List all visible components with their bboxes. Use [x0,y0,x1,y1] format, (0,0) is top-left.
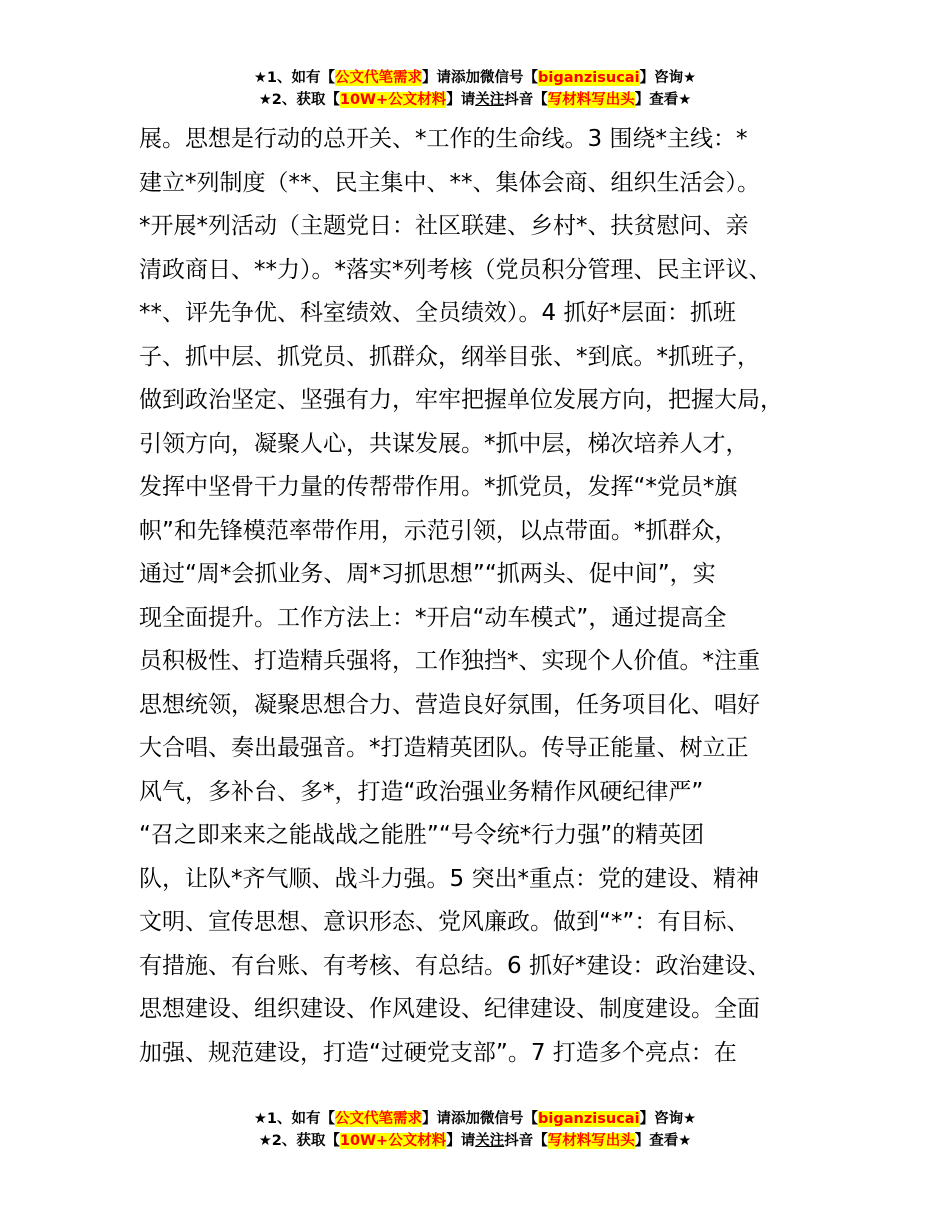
body-line: **、评先争优、科室绩效、全员绩效）。4 抓好*层面：抓班 [139,300,736,326]
document-body [139,118,829,1075]
footer-line-1 [0,1108,950,1130]
footer-line-1-prefix: ★1、如有【 [253,1111,336,1127]
header-line-1 [0,67,950,89]
header-service-highlight: 公文代笔需求 [335,70,423,86]
footer-line-2-prefix: ★2、获取【 [258,1133,340,1149]
body-line: 引领方向，凝聚人心，共谋发展。*抓中层，梯次培养人才， [139,430,749,457]
footer-service-highlight: 公文代笔需求 [335,1111,423,1127]
body-line: 清政商日、**力）。*落实*列考核（党员积分管理、民主评议、 [139,256,772,283]
footer-materials-highlight: 10W+公文材料 [339,1133,447,1149]
footer-line-2-mid-a: 】请 [446,1133,476,1149]
body-line: 文明、宣传思想、意识形态、党风廉政。做到“*”：有目标、 [139,909,750,935]
footer-line-2-suffix: 】查看★ [634,1133,692,1149]
body-line: “召之即来来之能战战之能胜”“号令统*行力强”的精英团 [139,822,705,848]
body-line: 帜”和先锋模范率带作用，示范引领，以点带面。*抓群众， [139,517,738,544]
header-line-2 [0,89,950,111]
body-line: 加强、规范建设，打造“过硬党支部”。7 打造多个亮点：在 [139,1039,737,1066]
body-line: 发挥中坚骨干力量的传帮带作用。*抓党员，发挥“*党员*旗 [139,474,738,500]
body-line: 建立*列制度（**、民主集中、**、集体会商、组织生活会）。 [139,169,760,196]
header-line-2-prefix: ★2、获取【 [258,92,340,108]
header-line-1-suffix: 】咨询★ [639,70,697,86]
body-line: 展。思想是行动的总开关、*工作的生命线。3 围绕*主线：* [139,126,748,152]
footer-wechat-id-highlight: biganzisucai [538,1111,640,1127]
body-line: 大合唱、奏出最强音。*打造精英团队。传导正能量、树立正 [139,735,749,761]
body-line: 通过“周*会抓业务、周*习抓思想”“抓两头、促中间”，实 [139,561,716,587]
header-douyin-highlight: 写材料写出头 [547,92,635,108]
footer-line-2 [0,1130,950,1152]
header-materials-highlight: 10W+公文材料 [339,92,447,108]
footer-douyin-highlight: 写材料写出头 [547,1133,635,1149]
header-line-1-prefix: ★1、如有【 [253,70,336,86]
body-line: 思想统领，凝聚思想合力、营造良好氛围，任务项目化、唱好 [139,691,760,718]
footer-banner [0,1108,950,1152]
body-line: 风气，多补台、多*，打造“政治强业务精作风硬纪律严” [139,778,704,805]
footer-line-1-mid: 】请添加微信号【 [422,1111,539,1127]
body-line: 员积极性、打造精兵强将，工作独挡*、实现个人价值。*注重 [139,648,760,674]
body-line: 子、抓中层、抓党员、抓群众，纲举目张、*到底。*抓班子， [139,343,760,370]
header-line-1-mid: 】请添加微信号【 [422,70,539,86]
header-line-2-mid-b: 抖音【 [504,92,548,108]
footer-follow-underlined: 关注 [475,1133,505,1149]
header-line-2-suffix: 】查看★ [634,92,692,108]
body-line: 队，让队*齐气顺、战斗力强。5 突出*重点：党的建设、精神 [139,865,759,892]
footer-line-1-suffix: 】咨询★ [639,1111,697,1127]
header-line-2-mid-a: 】请 [446,92,476,108]
header-follow-underlined: 关注 [475,92,505,108]
body-line: *开展*列活动（主题党日：社区联建、乡村*、扶贫慰问、亲 [139,213,749,239]
body-line: 思想建设、组织建设、作风建设、纪律建设、制度建设。全面 [139,996,760,1022]
footer-line-2-mid-b: 抖音【 [504,1133,548,1149]
header-wechat-id-highlight: biganzisucai [538,70,640,86]
body-line: 现全面提升。工作方法上：*开启“动车模式”，通过提高全 [139,604,727,631]
body-line: 有措施、有台账、有考核、有总结。6 抓好*建设：政治建设、 [139,952,771,979]
body-line: 做到政治坚定、坚强有力，牢牢把握单位发展方向，把握大局， [139,387,783,413]
header-banner [0,67,950,111]
